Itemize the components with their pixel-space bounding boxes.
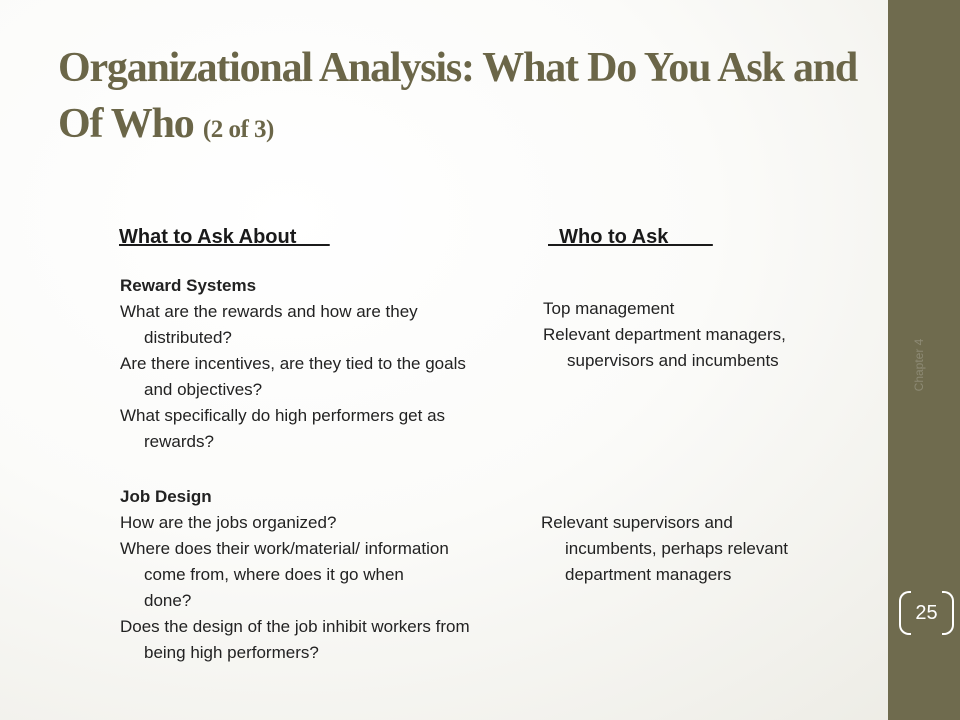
page-number: 25 xyxy=(915,602,938,624)
slide-title-sub: (2 of 3) xyxy=(202,116,274,143)
section-heading: Reward Systems xyxy=(120,276,257,295)
question-item: Where does their work/material/ information come from, where does it go when done? xyxy=(120,539,449,610)
question-item: Does the design of the job inhibit workers from being high performers? xyxy=(120,617,470,662)
reward-systems-who xyxy=(543,296,863,374)
job-design-questions xyxy=(120,484,490,666)
who-item: Relevant department managers, supervisors and incumbents xyxy=(543,325,786,370)
who-item: Relevant supervisors and incumbents, perhaps relevant department managers xyxy=(541,513,789,584)
column-header-what: What to Ask About xyxy=(119,226,330,248)
question-item: How are the jobs organized? xyxy=(120,513,337,532)
column-header-who: Who to Ask xyxy=(548,226,713,248)
slide-title-main: Organizational Analysis: What Do You Ask and Of Who xyxy=(58,45,858,147)
who-item: Top management xyxy=(543,299,675,318)
job-design-who xyxy=(541,510,791,588)
chapter-label: Chapter 4 xyxy=(912,338,926,392)
question-item: Are there incentives, are they tied to the goals and objectives? xyxy=(120,354,466,399)
page-number-box xyxy=(899,591,954,637)
reward-systems-questions xyxy=(120,273,490,455)
section-heading: Job Design xyxy=(120,487,212,506)
slide-title xyxy=(58,40,878,158)
question-item: What are the rewards and how are they distributed? xyxy=(120,302,418,347)
question-item: What specifically do high performers get as rewards? xyxy=(120,406,446,451)
